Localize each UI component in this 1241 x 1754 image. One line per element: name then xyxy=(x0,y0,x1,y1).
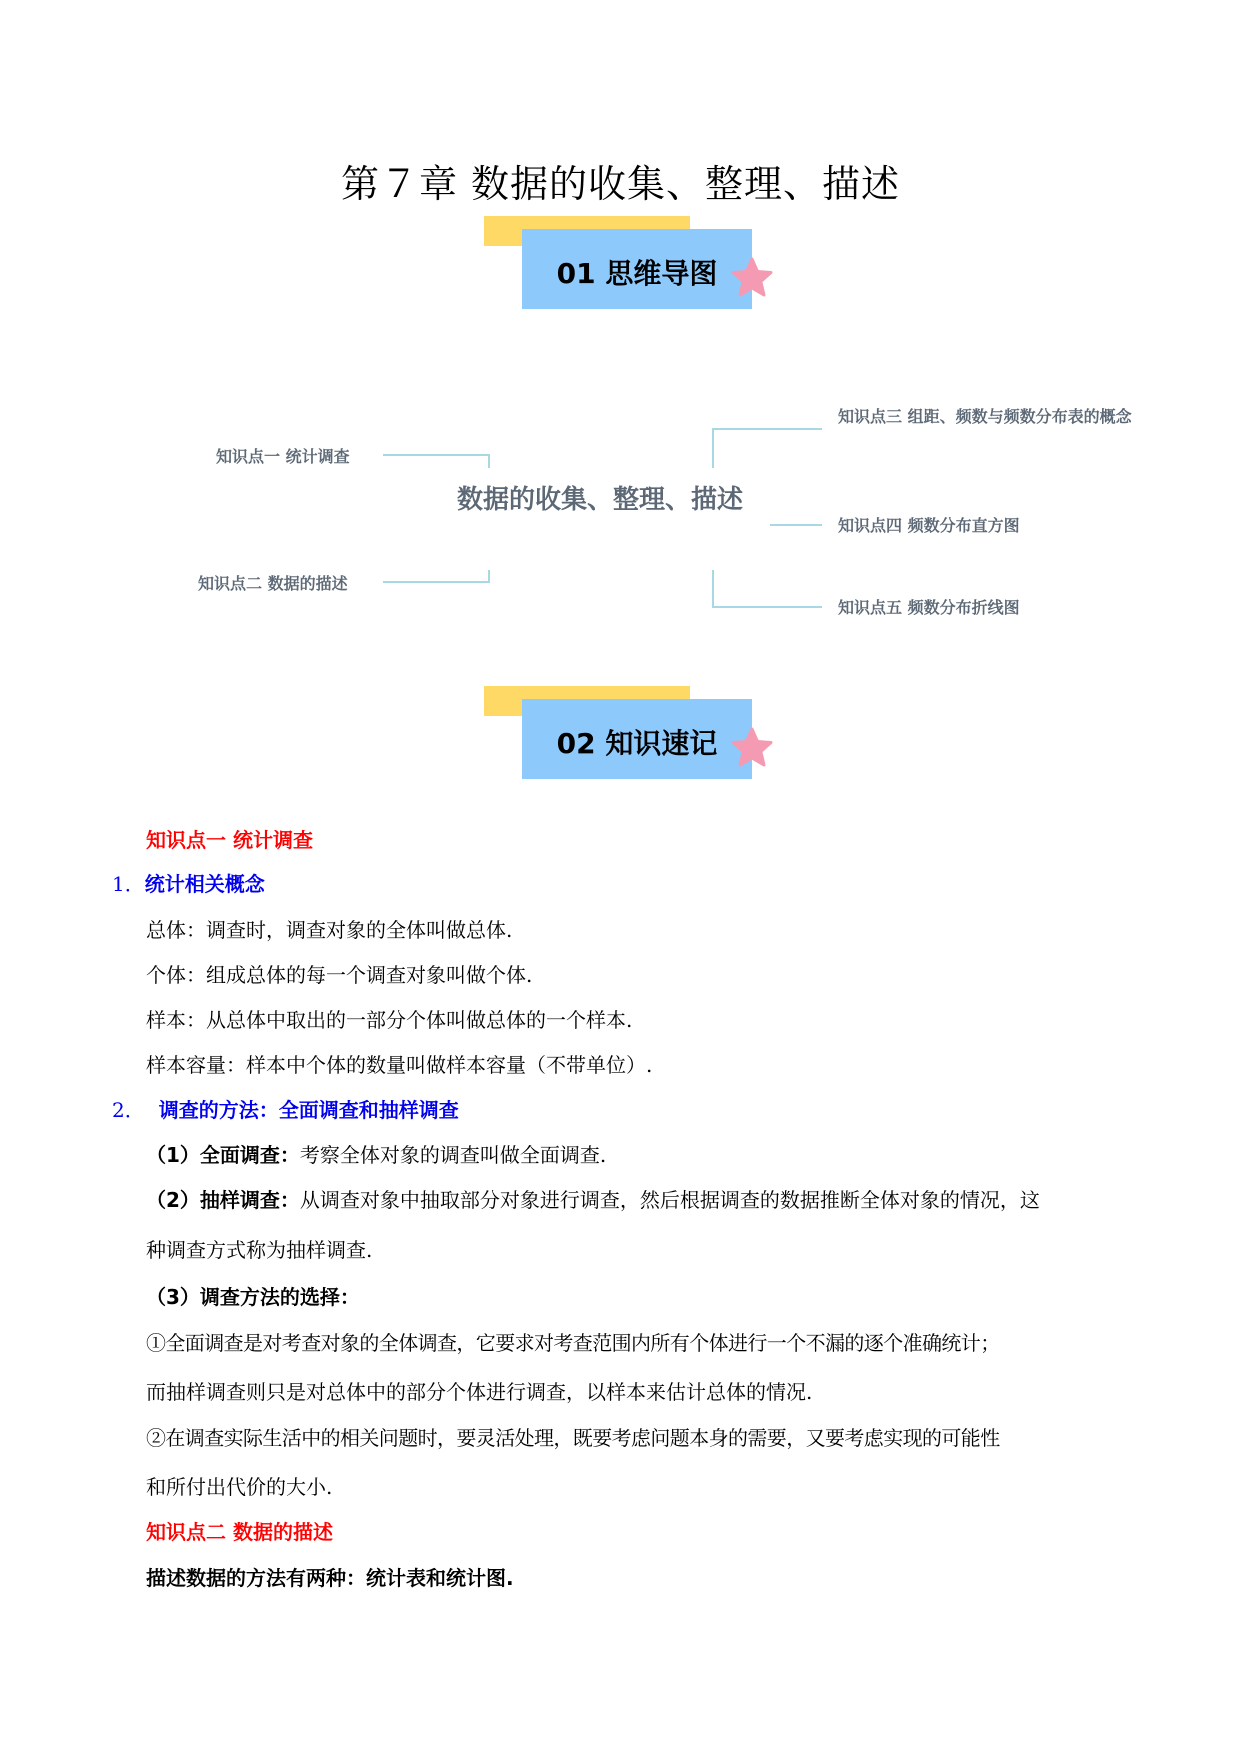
section-banner-mindmap xyxy=(0,216,1241,311)
connector-line xyxy=(383,454,490,456)
choice-point-2: ②在调查实际生活中的相关问题时，要灵活处理，既要考虑问题本身的需要，又要考虑实现的可能性 xyxy=(146,1426,1000,1450)
definition-individual: 个体：组成总体的每一个调查对象叫做个体. xyxy=(146,963,533,987)
method-choice-label: （3）调查方法的选择： xyxy=(146,1285,360,1309)
list-title: 统计相关概念 xyxy=(144,872,265,896)
star-icon xyxy=(730,726,774,770)
connector-line xyxy=(488,454,490,468)
section-label: 01 思维导图 xyxy=(556,257,718,290)
term-text: 考察全体对象的调查叫做全面调查. xyxy=(299,1143,607,1167)
page-title: 第７章 数据的收集、整理、描述 xyxy=(340,162,901,206)
mindmap-center: 数据的收集、整理、描述 xyxy=(456,485,743,515)
choice-point-1: ①全面调查是对考查对象的全体调查，它要求对考查范围内所有个体进行一个不漏的逐个准确统计； xyxy=(146,1331,1000,1355)
knowledge-heading-1: 知识点一 统计调查 xyxy=(146,828,313,852)
connector-line xyxy=(770,524,822,526)
section-banner-notes xyxy=(0,686,1241,781)
term-text: 从调查对象中抽取部分对象进行调查，然后根据调查的数据推断全体对象的情况，这 xyxy=(299,1188,1040,1212)
mindmap-node-k4: 知识点四 频数分布直方图 xyxy=(838,516,1020,535)
term-label: （2）抽样调查： xyxy=(146,1188,300,1212)
mindmap-node-k1: 知识点一 统计调查 xyxy=(216,447,350,466)
definition-sample: 样本：从总体中取出的一部分个体叫做总体的一个样本. xyxy=(146,1008,633,1032)
list-number: 2． xyxy=(112,1098,145,1122)
connector-line xyxy=(488,570,490,583)
connector-line xyxy=(712,428,714,468)
list-item-2 xyxy=(112,1096,459,1124)
paragraph-full-survey xyxy=(146,1141,606,1169)
star-icon xyxy=(730,256,774,300)
definition-population: 总体：调查时，调查对象的全体叫做总体. xyxy=(146,918,513,942)
definition-sample-size: 样本容量：样本中个体的数量叫做样本容量（不带单位）. xyxy=(146,1053,653,1077)
connector-line xyxy=(712,606,822,608)
choice-point-1-cont: 而抽样调查则只是对总体中的部分个体进行调查，以样本来估计总体的情况. xyxy=(146,1380,813,1404)
section-label: 02 知识速记 xyxy=(556,727,718,760)
list-item-1 xyxy=(112,870,265,898)
knowledge-heading-2: 知识点二 数据的描述 xyxy=(146,1520,333,1544)
paragraph-sample-survey-cont: 种调查方式称为抽样调查. xyxy=(146,1238,373,1262)
term-label: （1）全面调查： xyxy=(146,1143,300,1167)
connector-line xyxy=(712,428,822,430)
connector-line xyxy=(383,581,490,583)
mindmap-node-k5: 知识点五 频数分布折线图 xyxy=(838,598,1020,617)
paragraph-sample-survey xyxy=(146,1186,1040,1214)
mindmap-node-k3: 知识点三 组距、频数与频数分布表的概念 xyxy=(838,407,1132,426)
mindmap-node-k2: 知识点二 数据的描述 xyxy=(198,574,348,593)
description-methods: 描述数据的方法有两种：统计表和统计图. xyxy=(146,1566,514,1590)
connector-line xyxy=(712,570,714,608)
list-title: 调查的方法：全面调查和抽样调查 xyxy=(158,1098,459,1122)
list-number: 1． xyxy=(112,872,145,896)
choice-point-2-cont: 和所付出代价的大小. xyxy=(146,1475,333,1499)
